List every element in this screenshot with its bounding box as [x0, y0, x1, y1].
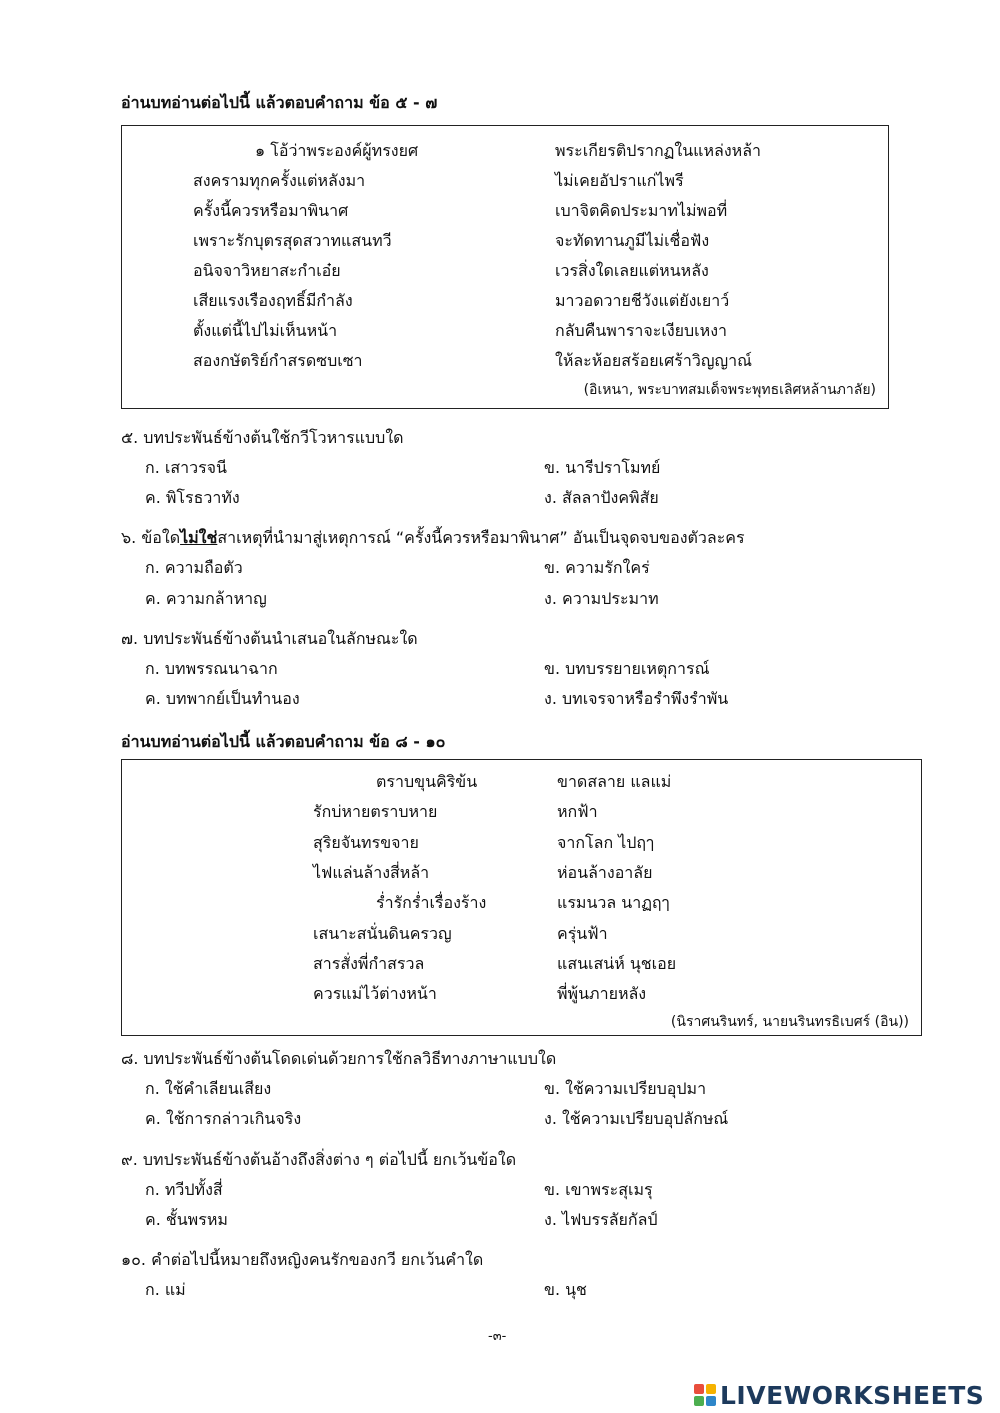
question-6-choice-d[interactable]: ง. ความประมาท — [544, 589, 659, 608]
question-6-choice-c[interactable]: ค. ความกล้าหาญ — [145, 589, 267, 608]
poem-box-1 — [121, 125, 889, 409]
poem2-left-8: ควรแม่ไว้ต่างหน้า — [313, 984, 437, 1003]
question-5-choice-a[interactable]: ก. เสาวรจนี — [145, 458, 227, 477]
poem1-right-2: ไม่เคยอัปราแก่ไพรี — [555, 171, 684, 190]
question-5-choice-b[interactable]: ข. นารีปราโมทย์ — [544, 458, 661, 477]
question-8-stem: ๘. บทประพันธ์ข้างต้นโดดเด่นด้วยการใช้กลวิธีทางภาษาแบบใด — [121, 1049, 557, 1068]
poem2-right-6: ครุ่นฟ้า — [557, 924, 608, 943]
question-9-choice-a[interactable]: ก. ทวีปทั้งสี่ — [145, 1180, 223, 1199]
poem2-right-5: แรมนวล นาฏฤๅ — [557, 893, 670, 912]
poem2-right-7: แสนเสน่ห์ นุชเอย — [557, 954, 677, 973]
poem1-left-4: เพราะรักบุตรสุดสวาทแสนทวี — [193, 231, 392, 250]
question-6-choice-a[interactable]: ก. ความถือตัว — [145, 558, 243, 577]
question-10-choice-a[interactable]: ก. แม่ — [145, 1280, 186, 1299]
poem2-left-5: ร่ำรักร่ำเรื่องร้าง — [376, 893, 487, 912]
question-7-choice-a[interactable]: ก. บทพรรณนาฉาก — [145, 659, 278, 678]
poem2-left-4: ไฟแล่นล้างสี่หล้า — [313, 863, 430, 882]
question-9-choice-b[interactable]: ข. เขาพระสุเมรุ — [544, 1180, 653, 1199]
poem1-left-6: เสียแรงเรืองฤทธิ์มีกำลัง — [193, 291, 353, 310]
poem-box-2 — [121, 759, 922, 1036]
question-7-stem: ๗. บทประพันธ์ข้างต้นนำเสนอในลักษณะใด — [121, 629, 418, 648]
poem2-right-2: หกฟ้า — [557, 802, 598, 821]
poem2-left-2: รักบ่หายตราบหาย — [313, 802, 438, 821]
question-10-choice-b[interactable]: ข. นุช — [544, 1280, 587, 1299]
question-5-choice-c[interactable]: ค. พิโรธวาทัง — [145, 488, 240, 507]
question-7-choice-c[interactable]: ค. บทพากย์เป็นทำนอง — [145, 689, 300, 708]
poem1-left-3: ครั้งนี้ควรหรือมาพินาศ — [193, 201, 349, 220]
question-8-choice-d[interactable]: ง. ใช้ความเปรียบอุปลักษณ์ — [544, 1109, 729, 1128]
question-8-choice-b[interactable]: ข. ใช้ความเปรียบอุปมา — [544, 1079, 707, 1098]
poem1-left-5: อนิจจาวิหยาสะกำเอ๋ย — [193, 261, 341, 280]
logo-square-4 — [706, 1396, 716, 1406]
poem2-right-3: จากโลก ไปฤๅ — [557, 833, 654, 852]
poem2-left-1: ตราบขุนคิริข้น — [376, 772, 478, 791]
logo-square-2 — [706, 1384, 716, 1394]
question-5-stem: ๕. บทประพันธ์ข้างต้นใช้กวีโวหารแบบใด — [121, 428, 404, 447]
question-9-stem: ๙. บทประพันธ์ข้างต้นอ้างถึงสิ่งต่าง ๆ ต่อไปนี้ ยกเว้นข้อใด — [121, 1150, 517, 1169]
poem1-right-4: จะทัดทานภูมีไม่เชื่อฟัง — [555, 231, 710, 250]
question-5-choice-d[interactable]: ง. สัลลาปังคพิสัย — [544, 488, 659, 507]
poem1-right-6: มาวอดวายชีวังแต่ยังเยาว์ — [555, 291, 730, 310]
poem1-right-1: พระเกียรติปรากฏในแหล่งหล้า — [555, 141, 761, 160]
poem1-credit: (อิเหนา, พระบาทสมเด็จพระพุทธเลิศหล้านภาลัย) — [583, 382, 876, 398]
question-6-stem — [121, 530, 745, 546]
poem2-credit: (นิราศนรินทร์, นายนรินทรธิเบศร์ (อิน)) — [670, 1014, 909, 1030]
poem1-left-7: ตั้งแต่นี้ไปไม่เห็นหน้า — [193, 321, 338, 340]
poem2-left-7: สารสั่งพี่กำสรวล — [313, 954, 425, 973]
page-number: -๓- — [488, 1329, 507, 1344]
liveworksheets-logo[interactable] — [694, 1380, 984, 1410]
logo-square-1 — [694, 1384, 704, 1394]
poem1-right-3: เบาจิตคิดประมาทไม่พอที่ — [555, 201, 728, 220]
poem1-left-1: ๑ โอ้ว่าพระองค์ผู้ทรงยศ — [255, 141, 419, 160]
question-10-stem: ๑๐. คำต่อไปนี้หมายถึงหญิงคนรักของกวี ยกเว้นคำใด — [121, 1250, 484, 1269]
question-6-stem-after: สาเหตุที่นำมาสู่เหตุการณ์ “ครั้งนี้ควรหรือมาพินาศ” อันเป็นจุดจบของตัวละคร — [217, 528, 745, 547]
poem2-right-8: พี่พู้นภายหลัง — [557, 984, 647, 1003]
liveworksheets-wordmark: LIVEWORKSHEETS — [720, 1380, 985, 1410]
section-1-heading: อ่านบทอ่านต่อไปนี้ แล้วตอบคำถาม ข้อ ๕ - ๗ — [121, 93, 438, 112]
liveworksheets-grid-icon — [694, 1384, 716, 1406]
question-9-choice-d[interactable]: ง. ไฟบรรลัยกัลป์ — [544, 1210, 658, 1229]
poem1-left-2: สงครามทุกครั้งแต่หลังมา — [193, 171, 366, 190]
poem1-right-5: เวรสิ่งใดเลยแต่หนหลัง — [555, 261, 709, 280]
logo-square-3 — [694, 1396, 704, 1406]
poem2-right-4: ห่อนล้างอาลัย — [557, 863, 653, 882]
question-6-choice-b[interactable]: ข. ความรักใคร่ — [544, 558, 650, 577]
poem2-right-1: ขาดสลาย แลแม่ — [557, 772, 672, 791]
question-8-choice-c[interactable]: ค. ใช้การกล่าวเกินจริง — [145, 1109, 302, 1128]
section-2-heading: อ่านบทอ่านต่อไปนี้ แล้วตอบคำถาม ข้อ ๘ - ๑๐ — [121, 732, 446, 751]
question-6-stem-emphasis: ไม่ใช่ — [180, 528, 218, 547]
question-9-choice-c[interactable]: ค. ชั้นพรหม — [145, 1210, 228, 1229]
poem1-left-8: สองกษัตริย์กำสรดซบเซา — [193, 351, 363, 370]
poem1-right-7: กลับคืนพาราจะเงียบเหงา — [555, 321, 727, 340]
question-7-choice-b[interactable]: ข. บทบรรยายเหตุการณ์ — [544, 659, 710, 678]
poem2-left-3: สุริยจันทรขจาย — [313, 833, 419, 852]
question-6-stem-before: ๖. ข้อใด — [121, 528, 181, 547]
question-8-choice-a[interactable]: ก. ใช้คำเลียนเสียง — [145, 1079, 272, 1098]
question-7-choice-d[interactable]: ง. บทเจรจาหรือรำพึงรำพัน — [544, 689, 729, 708]
poem2-left-6: เสนาะสนั่นดินครวญ — [313, 924, 452, 943]
poem1-right-8: ให้ละห้อยสร้อยเศร้าวิญญาณ์ — [555, 351, 752, 370]
